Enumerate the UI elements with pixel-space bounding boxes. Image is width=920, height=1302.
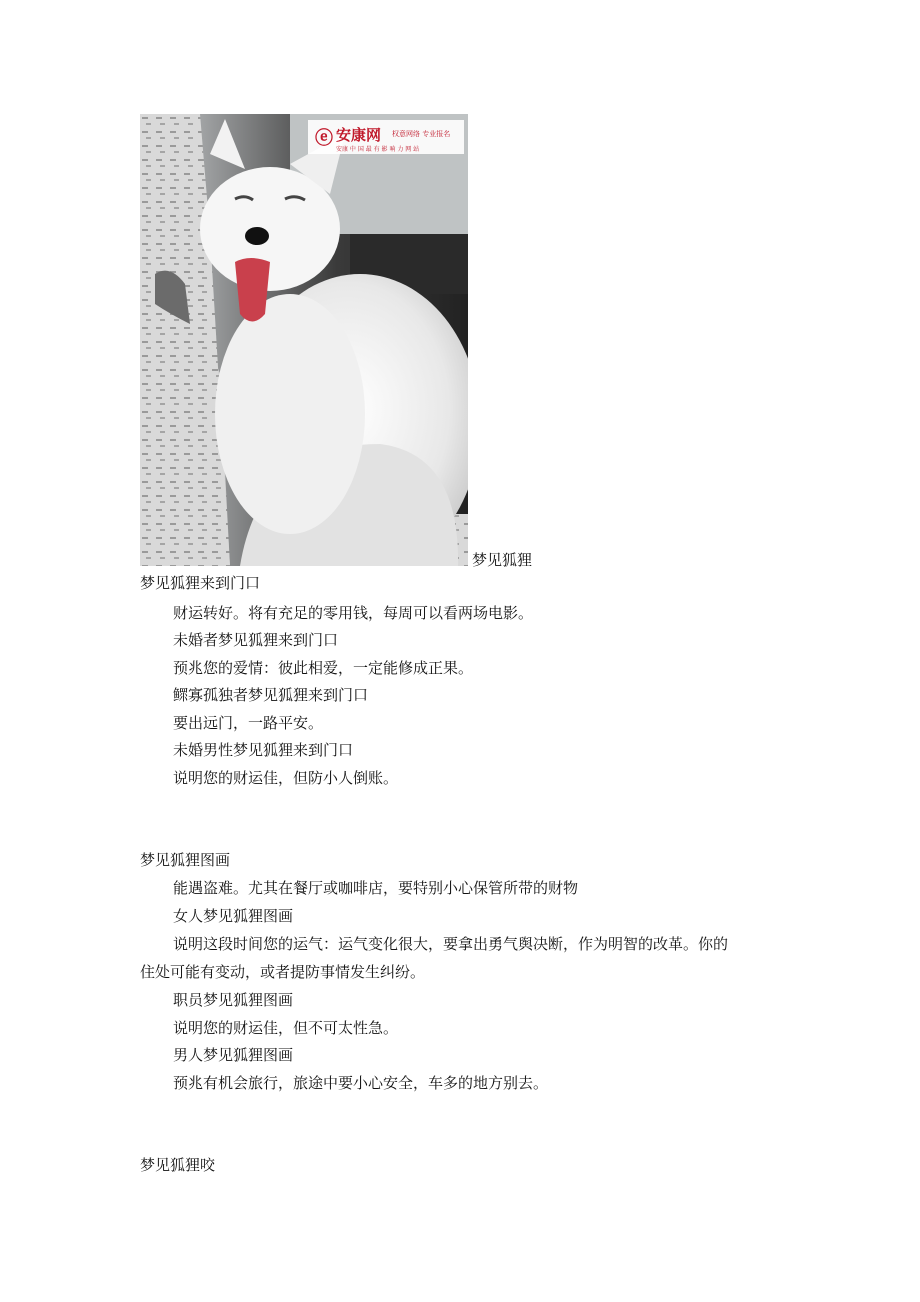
- svg-text:安康 中 国 最 有 影 响 力 网 站: 安康 中 国 最 有 影 响 力 网 站: [336, 146, 420, 153]
- paragraph-line: 说明您的财运佳，但不可太性急。: [173, 1019, 399, 1037]
- svg-text:权意网络 专业报名: 权意网络 专业报名: [392, 130, 451, 138]
- paragraph-line: 说明您的财运佳，但防小人倒账。: [173, 769, 399, 787]
- paragraph-line: 女人梦见狐狸图画: [173, 907, 294, 925]
- section-heading: 梦见狐狸来到门口: [140, 574, 261, 592]
- svg-text:安康网: 安康网: [336, 126, 382, 144]
- white-fox-image: [140, 114, 468, 566]
- paragraph-line: 未婚者梦见狐狸来到门口: [173, 631, 339, 649]
- paragraph-line: 要出远门，一路平安。: [173, 714, 324, 732]
- paragraph-line: 说明这段时间您的运气：运气变化很大，要拿出勇气舆决断，作为明智的改革。你的: [173, 935, 729, 953]
- section-heading: 梦见狐狸咬: [140, 1156, 216, 1174]
- paragraph-line: 男人梦见狐狸图画: [173, 1046, 294, 1064]
- paragraph-line: 未婚男性梦见狐狸来到门口: [173, 741, 354, 759]
- paragraph-line: 能遇盗难。尤其在餐厅或咖啡店，要特别小心保管所带的财物: [173, 879, 579, 897]
- paragraph-line: 预兆您的爱情：彼此相爱，一定能修成正果。: [173, 659, 474, 677]
- fox-photo: [140, 114, 468, 566]
- paragraph-line: 职员梦见狐狸图画: [173, 991, 294, 1009]
- photo-caption: 梦见狐狸: [472, 551, 533, 569]
- paragraph-line: 财运转好。将有充足的零用钱，每周可以看两场电影。: [173, 604, 534, 622]
- watermark-logo-icon: ⓔ: [315, 128, 333, 149]
- section-heading: 梦见狐狸图画: [140, 851, 231, 869]
- paragraph-line: 预兆有机会旅行，旅途中要小心安全，车多的地方别去。: [173, 1074, 549, 1092]
- paragraph-line: 住处可能有变动，或者提防事情发生纠纷。: [140, 963, 426, 981]
- paragraph-line: 鳏寡孤独者梦见狐狸来到门口: [173, 686, 369, 704]
